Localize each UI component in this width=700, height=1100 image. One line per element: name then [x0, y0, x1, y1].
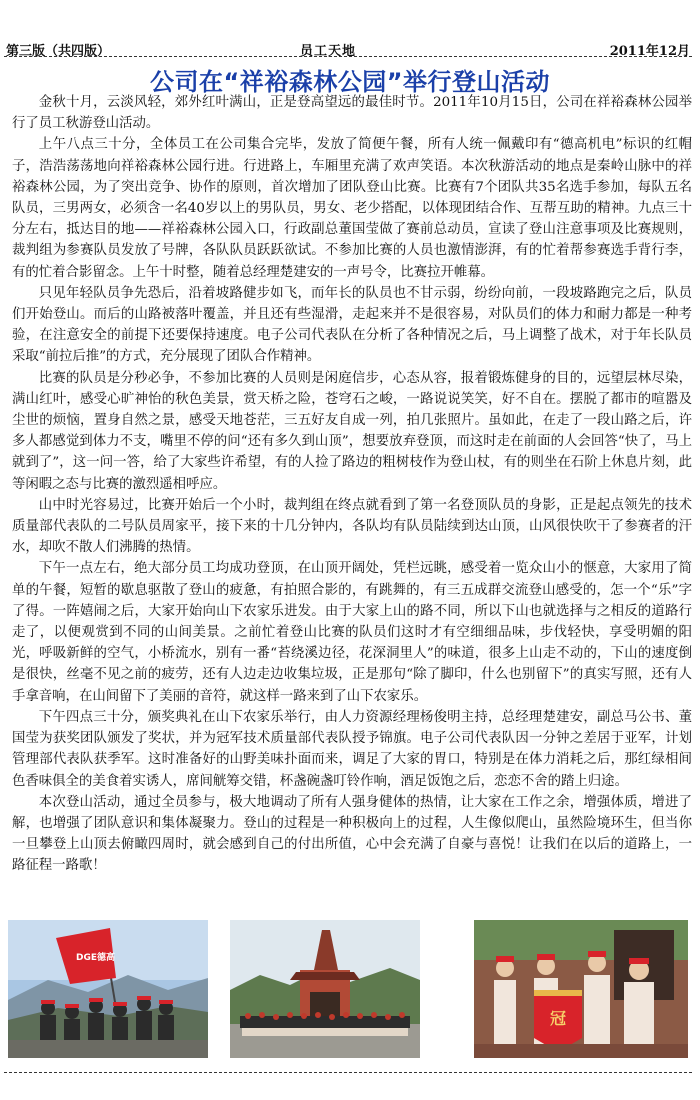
award-ceremony-photo	[474, 920, 688, 1058]
page-header	[0, 38, 700, 58]
newspaper-name: 员工天地	[300, 44, 357, 59]
article-body	[12, 92, 692, 904]
header-divider	[4, 56, 692, 57]
issue-date: 2011年12月	[609, 44, 690, 59]
article-paragraph: 只见年轻队员争先恐后，沿着坡路健步如飞，而年长的队员也不甘示弱，纷纷向前，一段坡路跑完之后，队员们开始登山。而后的山路被落叶覆盖，并且还有些湿滑，走起来并不是很容易，对队员们的体力和耐力都是一种考验，在注意安全的前提下还要保持速度。电子公司代表队在分析了各种情况之后，马上调整了战术，对于年长队员采取“前拉后推”的方式，充分展现了团队合作精神。	[12, 285, 692, 365]
group-gate-photo	[230, 920, 420, 1058]
article-paragraph: 山中时光容易过，比赛开始后一个小时，裁判组在终点就看到了第一名登顶队员的身影，正是起点领先的技术质量部代表队的二号队员周家平，接下来的十几分钟内，各队均有队员陆续到达山顶，山风很快吹干了参赛者的汗水，却吹不散人们沸腾的热情。	[12, 497, 692, 556]
edition-label: 第三版（共四版）	[6, 44, 111, 59]
article-title: 公司在“祥裕森林公园”举行登山活动	[149, 68, 551, 96]
photo-strip	[0, 920, 700, 1060]
pennant-text: 冠	[550, 1009, 567, 1028]
article-paragraph: 下午四点三十分，颁奖典礼在山下农家乐举行，由人力资源经理杨俊明主持，总经理楚建安，副总马公书、董国莹为获奖团队颁发了奖状，并为冠军技术质量部代表队授予锦旗。电子公司代表队因一分钟之差居于亚军，计划管理部代表队获季军。这时准备好的山野美味扑面而来，调足了大家的胃口，特别是在体力消耗之后，那红绿相间色香味俱全的美食着实诱人，席间觥筹交错，杯盏碗盏叮铃作响，酒足饭饱之后，恋恋不舍的踏上归途。	[12, 709, 692, 789]
article-paragraph: 本次登山活动，通过全员参与，极大地调动了所有人强身健体的热情，让大家在工作之余，增强体质，增进了解，也增强了团队意识和集体凝聚力。登山的过程是一种积极向上的过程，人生像似爬山，虽然险境环生，但当你一旦攀登上山顶去俯瞰四周时，就会感到自己的付出所值，心中会充满了自豪与喜悦！让我们在以后的道路上，一路征程一路歌！	[12, 794, 692, 874]
article-paragraph: 上午八点三十分，全体员工在公司集合完毕，发放了简便午餐，所有人统一佩戴印有“德高机电”标识的红帽子，浩浩荡荡地向祥裕森林公园行进。行进路上，车厢里充满了欢声笑语。本次秋游活动的地点是秦岭山脉中的祥裕森林公园，为了突出竞争、协作的原则，首次增加了团队登山比赛。比赛有7个团队共35名选手参加，每队五名队员，三男两女，必须含一名40岁以上的男队员，男女、老少搭配，以体现团结合作、互帮互助的精神。九点三十分左右，抵达目的地——祥裕森林公园入口，行政副总董国莹做了赛前总动员，宣读了登山注意事项及比赛规则，裁判组为参赛队员发放了号牌，各队队员跃跃欲试。不参加比赛的人员也激情澎湃，有的忙着帮参赛选手背行李，有的忙着合影留念。上午十时整，随着总经理楚建安的一声号令，比赛拉开帷幕。	[12, 137, 692, 280]
summit-group-photo	[8, 920, 208, 1058]
footer-divider	[4, 1072, 692, 1073]
article-paragraph: 金秋十月，云淡风轻，郊外红叶满山，正是登高望远的最佳时节。2011年10月15日，公司在祥裕森林公园举行了员工秋游登山活动。	[12, 95, 692, 132]
article-paragraph: 下午一点左右，绝大部分员工均成功登顶，在山顶开阔处，凭栏远眺，感受着一览众山小的惬意，大家用了简单的午餐，短暂的歇息驱散了登山的疲惫，有拍照合影的，有跳舞的，有三五成群交流登山感受的，怎一个“乐”字了得。一阵嬉闹之后，大家开始向山下农家乐进发。由于大家上山的路不同，所以下山也就选择与之相反的道路行走了，以便观赏到不同的山间美景。之前忙着登山比赛的队员们这时才有空细细品味，步伐轻快，享受明媚的阳光，呼吸新鲜的空气，小桥流水，别有一番“苔绕溪边径，花深洞里人”的味道，很多上山走不动的，下山的速度倒是很快，丝毫不见之前的疲劳，还有人边走边收集垃圾，正是那句“除了脚印，什么也别留下”的真实写照，还有人手拿音响，在山间留下了美丽的音符，就这样一路来到了山下农家乐。	[12, 561, 692, 704]
banner-text: DGE德高	[76, 953, 116, 963]
article-paragraph: 比赛的队员是分秒必争，不参加比赛的人员则是闲庭信步，心态从容，报着锻炼健身的目的，远望层林尽染，满山红叶，感受心旷神怡的秋色美景，赏天桥之险，苍穹石之峻，一路说说笑笑，好不自在。摆脱了都市的喧嚣及尘世的烦恼，置身自然之景，感受天地苍茫，三五好友自成一列，拍几张照片。虽如此，在走了一段山路之后，许多人都感觉到体力不支，嘴里不停的问“还有多久到山顶”，想要放弃登顶，而这时走在前面的人会回答“快了，马上就到了”，这一问一答，给了大家些许希望，有的人捡了路边的粗树枝作为登山杖，有的则坐在石阶上休息片刻，此等闲暇之态与比赛的激烈遥相呼应。	[12, 370, 692, 492]
